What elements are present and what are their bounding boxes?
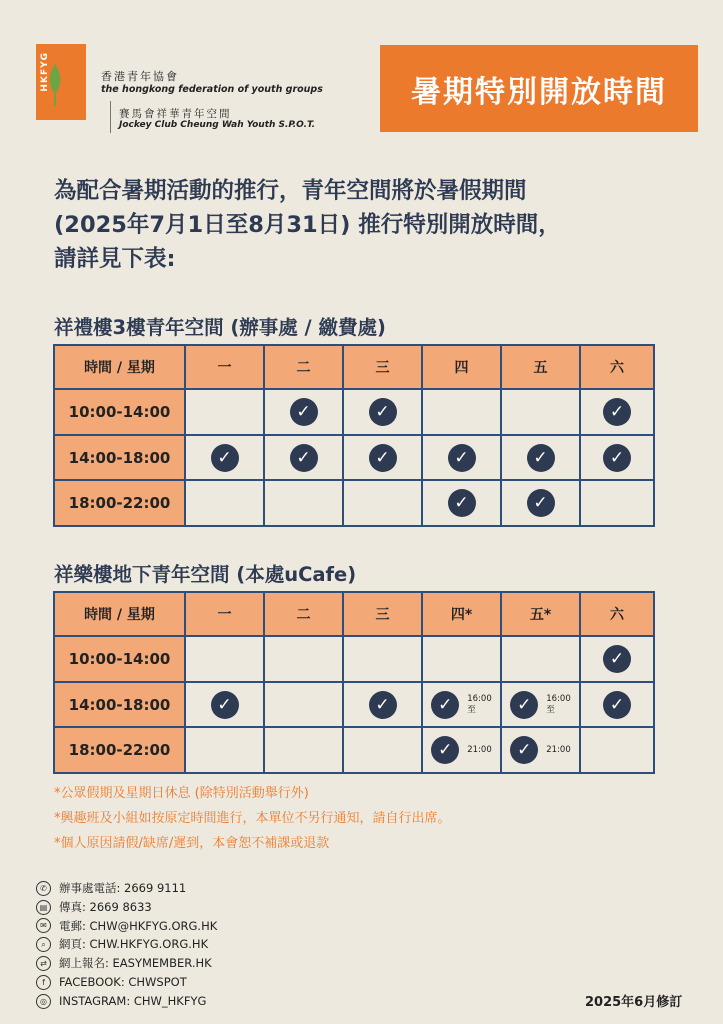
time-note: 16:00 至 xyxy=(546,693,571,715)
schedule-cell xyxy=(422,480,501,526)
day-header: 五 xyxy=(501,345,580,389)
day-header: 二 xyxy=(264,345,343,389)
web-icon: ⌕ xyxy=(36,937,51,952)
schedule-cell xyxy=(264,682,343,727)
time-note: 21:00 xyxy=(546,744,571,755)
schedule-cell xyxy=(343,727,422,773)
schedule-cell xyxy=(185,435,264,480)
day-header: 六 xyxy=(580,345,654,389)
intro-line: (2025年7月1日至8月31日) 推行特別開放時間， xyxy=(54,212,561,238)
check-icon: ✓ xyxy=(431,691,459,719)
day-header: 四* xyxy=(422,592,501,636)
check-icon: ✓ xyxy=(527,489,555,517)
note-line: *公眾假期及星期日休息 (除特別活動舉行外) xyxy=(54,786,309,801)
schedule-cell xyxy=(264,480,343,526)
time-note: 21:00 xyxy=(467,744,492,755)
schedule-cell xyxy=(264,636,343,682)
time-slot: 14:00-18:00 xyxy=(54,435,185,480)
contact-text: 辦事處電話: 2669 9111 xyxy=(59,881,187,895)
check-icon: ✓ xyxy=(603,398,631,426)
spot-name-zh: 賽馬會祥華青年空間 xyxy=(119,108,232,120)
time-day-header: 時間 / 星期 xyxy=(54,592,185,636)
revision-date: 2025年6月修訂 xyxy=(585,995,683,1010)
contact-item xyxy=(36,992,217,1011)
time-slot: 10:00-14:00 xyxy=(54,636,185,682)
schedule-cell xyxy=(501,389,580,435)
org-name-en: the hongkong federation of youth groups xyxy=(101,84,323,95)
intro-line: 請詳見下表: xyxy=(54,246,176,272)
schedule-cell xyxy=(580,682,654,727)
intro-text xyxy=(54,174,704,276)
time-slot: 18:00-22:00 xyxy=(54,480,185,526)
contact-item xyxy=(36,879,217,898)
contact-item xyxy=(36,898,217,917)
spot-name-en: Jockey Club Cheung Wah Youth S.P.O.T. xyxy=(119,120,316,130)
notes xyxy=(54,781,451,856)
check-icon: ✓ xyxy=(290,444,318,472)
table-1-title: 祥禮樓3樓青年空間 (辦事處 / 繳費處) xyxy=(54,316,386,339)
schedule-cell xyxy=(264,389,343,435)
schedule-cell xyxy=(580,480,654,526)
check-icon: ✓ xyxy=(369,444,397,472)
contact-text: FACEBOOK: CHWSPOT xyxy=(59,974,187,989)
contact-item xyxy=(36,917,217,936)
schedule-cell xyxy=(422,636,501,682)
signup-icon: ⇄ xyxy=(36,956,51,971)
check-icon: ✓ xyxy=(603,691,631,719)
table-row xyxy=(54,435,654,480)
day-header: 二 xyxy=(264,592,343,636)
check-icon: ✓ xyxy=(448,489,476,517)
schedule-cell xyxy=(422,727,501,773)
schedule-cell xyxy=(580,389,654,435)
schedule-cell xyxy=(343,389,422,435)
instagram-icon: ◎ xyxy=(36,994,51,1009)
schedule-cell xyxy=(185,389,264,435)
table-row xyxy=(54,389,654,435)
contact-text: 網上報名: EASYMEMBER.HK xyxy=(59,956,212,971)
contact-item xyxy=(36,954,217,973)
day-header: 六 xyxy=(580,592,654,636)
schedule-cell xyxy=(185,682,264,727)
schedule-cell xyxy=(264,435,343,480)
contact-list xyxy=(36,879,217,1011)
schedule-cell xyxy=(501,727,580,773)
time-slot: 14:00-18:00 xyxy=(54,682,185,727)
check-icon: ✓ xyxy=(510,691,538,719)
schedule-cell xyxy=(343,435,422,480)
intro-line: 為配合暑期活動的推行，青年空間將於暑假期間 xyxy=(54,178,527,204)
time-slot: 18:00-22:00 xyxy=(54,727,185,773)
table-header-row xyxy=(54,345,654,389)
table-row xyxy=(54,636,654,682)
contact-item xyxy=(36,973,217,992)
check-icon: ✓ xyxy=(369,691,397,719)
day-header: 一 xyxy=(185,592,264,636)
day-header: 三 xyxy=(343,345,422,389)
check-icon: ✓ xyxy=(448,444,476,472)
schedule-cell xyxy=(185,480,264,526)
schedule-cell xyxy=(580,727,654,773)
org-name-zh: 香港青年協會 xyxy=(101,70,179,83)
schedule-cell xyxy=(185,727,264,773)
contact-text: INSTAGRAM: CHW_HKFYG xyxy=(59,993,207,1008)
leaf-icon xyxy=(44,60,66,108)
table-row xyxy=(54,682,654,727)
phone-icon: ✆ xyxy=(36,881,51,896)
check-icon: ✓ xyxy=(211,444,239,472)
schedule-cell xyxy=(422,389,501,435)
time-slot: 10:00-14:00 xyxy=(54,389,185,435)
schedule-cell xyxy=(264,727,343,773)
table-2-title: 祥樂樓地下青年空間 (本處uCafe) xyxy=(54,563,357,586)
fax-icon: ▤ xyxy=(36,900,51,915)
schedule-cell xyxy=(501,636,580,682)
schedule-cell xyxy=(343,480,422,526)
time-note: 16:00 至 xyxy=(467,693,492,715)
schedule-cell xyxy=(422,435,501,480)
schedule-cell xyxy=(501,435,580,480)
facebook-icon: f xyxy=(36,975,51,990)
contact-item xyxy=(36,935,217,954)
day-header: 四 xyxy=(422,345,501,389)
schedule-cell xyxy=(580,636,654,682)
day-header: 一 xyxy=(185,345,264,389)
check-icon: ✓ xyxy=(369,398,397,426)
schedule-cell xyxy=(580,435,654,480)
table-row xyxy=(54,727,654,773)
day-header: 五* xyxy=(501,592,580,636)
contact-text: 傳真: 2669 8633 xyxy=(59,899,152,914)
schedule-cell xyxy=(343,636,422,682)
email-icon: ✉ xyxy=(36,918,51,933)
contact-text: 網頁: CHW.HKFYG.ORG.HK xyxy=(59,937,209,952)
table-header-row xyxy=(54,592,654,636)
table-row xyxy=(54,480,654,526)
check-icon: ✓ xyxy=(290,398,318,426)
schedule-cell xyxy=(185,636,264,682)
time-day-header: 時間 / 星期 xyxy=(54,345,185,389)
schedule-cell xyxy=(343,682,422,727)
note-line: *興趣班及小組如按原定時間進行，本單位不另行通知，請自行出席。 xyxy=(54,811,451,826)
day-header: 三 xyxy=(343,592,422,636)
schedule-table-2 xyxy=(53,591,655,774)
contact-text: 電郵: CHW@HKFYG.ORG.HK xyxy=(59,918,218,933)
check-icon: ✓ xyxy=(603,645,631,673)
note-line: *個人原因請假/缺席/遲到，本會恕不補課或退款 xyxy=(54,836,330,851)
schedule-table-1 xyxy=(53,344,655,527)
logo-text: HKFYG xyxy=(40,52,50,92)
check-icon: ✓ xyxy=(527,444,555,472)
schedule-cell xyxy=(501,480,580,526)
schedule-cell xyxy=(501,682,580,727)
check-icon: ✓ xyxy=(510,736,538,764)
schedule-cell xyxy=(422,682,501,727)
banner-title: 暑期特別開放時間 xyxy=(380,45,698,132)
divider xyxy=(110,101,111,133)
check-icon: ✓ xyxy=(211,691,239,719)
check-icon: ✓ xyxy=(431,736,459,764)
check-icon: ✓ xyxy=(603,444,631,472)
